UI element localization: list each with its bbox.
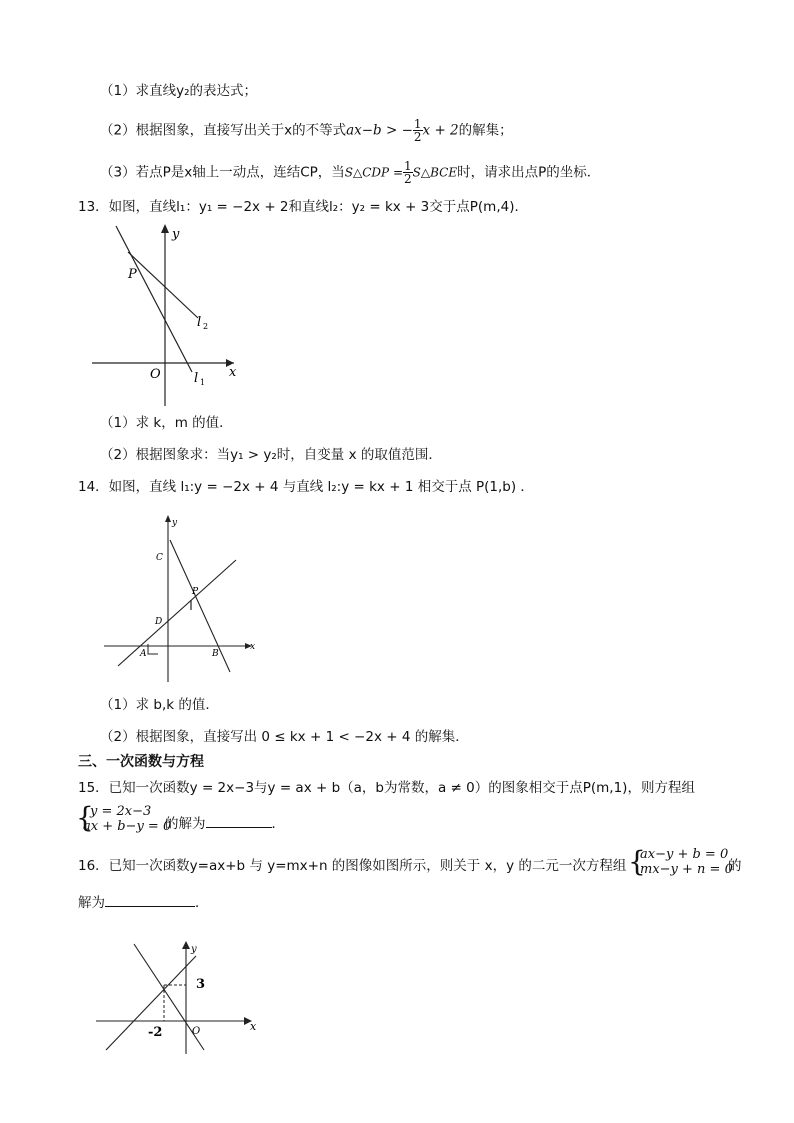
q12-part3-text: （3）若点P是x轴上一动点，连结CP，当 [100,164,345,181]
q13-l2-sub: 2 [203,322,209,331]
q14-point-d: D [155,617,163,627]
q12-part2-post: 的解集； [458,122,513,139]
q12-part3 [100,160,600,185]
q15-answer-blank[interactable] [206,815,272,828]
q16-answer-blank[interactable] [105,894,195,907]
section-heading: 三、一次函数与方程 [78,754,204,770]
q15-brace: { [76,801,94,834]
q12-part2-math: ax−b > − [346,122,413,139]
q13-l2-label: l [197,315,202,330]
q13-l1-sub: 1 [200,378,206,387]
q12-part3-s1: S△CDP = [344,165,403,180]
q13-stem: 13．如图，直线l₁：y₁ = −2x + 2和直线l₂：y₂ = kx + 3交于点P(m,4)． [78,199,528,215]
q12-part3-s2: S△BCE [412,165,458,180]
q14-line-l1 [170,540,230,672]
q13-part1: （1）求 k，m 的值． [100,415,233,431]
q13-origin-label: O [150,367,161,382]
q16-end: ． [195,895,209,911]
q12-part2-fraction: $\frac{1}{2}$ [413,117,422,144]
q14-x-label: x [250,642,256,652]
q13-line-l1 [116,226,192,372]
q16-equation-2: mx−y + n = 0 [640,862,733,877]
q14-part2: （2）根据图象，直接写出 0 ≤ kx + 1 < −2x + 4 的解集． [100,729,469,745]
q13-y-label: y [172,227,180,242]
q14-y-arrow-icon [165,515,171,522]
q15-equation-2: ax + b−y = 0 [83,819,172,834]
q14-point-b: B [212,649,219,659]
q16-x-label: x [250,1020,257,1033]
q13-part2: （2）根据图象求：当y₁ > y₂时，自变量 x 的取值范围． [100,447,442,463]
q13-point-p: P [128,267,137,282]
q13-figure [88,220,248,410]
q16-brace: { [628,845,646,878]
q12-part1: （1）求直线y₂的表达式； [100,83,257,99]
q16-equation-1: ax−y + b = 0 [640,847,729,862]
q16-post: 的 [728,858,742,874]
q13-l1-label: l [194,371,199,386]
q16-label-3: 3 [196,977,206,992]
q14-figure [100,512,265,687]
q13-line-l2 [128,252,198,318]
q16-y-arrow-icon [182,941,190,949]
q13-x-label: x [229,365,237,380]
q13-y-arrow-icon [161,224,169,233]
q15-post: 的解为 [165,816,206,832]
q15-end: ． [271,816,285,832]
q14-point-c: C [156,553,163,563]
q15-equation-1: y = 2x−3 [90,804,152,819]
q16-stem: 16．已知一次函数y=ax+b 与 y=mx+n 的图像如图所示，则关于 x，y 的二元一次方程组 [78,858,627,874]
q16-y-label: y [191,944,197,955]
q16-label-minus2: -2 [148,1025,163,1040]
q12-part2 [100,118,513,143]
q12-part2-text: （2）根据图象，直接写出关于x的不等式 [100,122,347,139]
q16-ans: 解为 [78,895,105,911]
q12-part2-math2: x + 2 [422,122,459,139]
q15-stem: 15．已知一次函数y = 2x−3与y = ax + b（a，b为常数，a ≠ 0）的图象相交于点P(m,1)，则方程组 [78,780,695,796]
q16-figure [92,938,262,1058]
q14-part1: （1）求 b,k 的值． [100,697,219,713]
q14-point-p: P [192,587,199,597]
q16-origin-label: O [192,1026,201,1037]
q12-part3-fraction: $\frac{1}{2}$ [404,159,412,186]
q12-part3-post: 时，请求出点P的坐标． [457,164,601,181]
q15-answer-prompt [165,815,285,833]
q14-stem: 14．如图，直线 l₁:y = −2x + 4 与直线 l₂:y = kx + 1 相交于点 P(1,b) ． [78,479,534,495]
q16-answer-prompt [78,894,209,912]
q14-y-label: y [172,518,178,528]
q14-point-a: A [140,649,147,659]
